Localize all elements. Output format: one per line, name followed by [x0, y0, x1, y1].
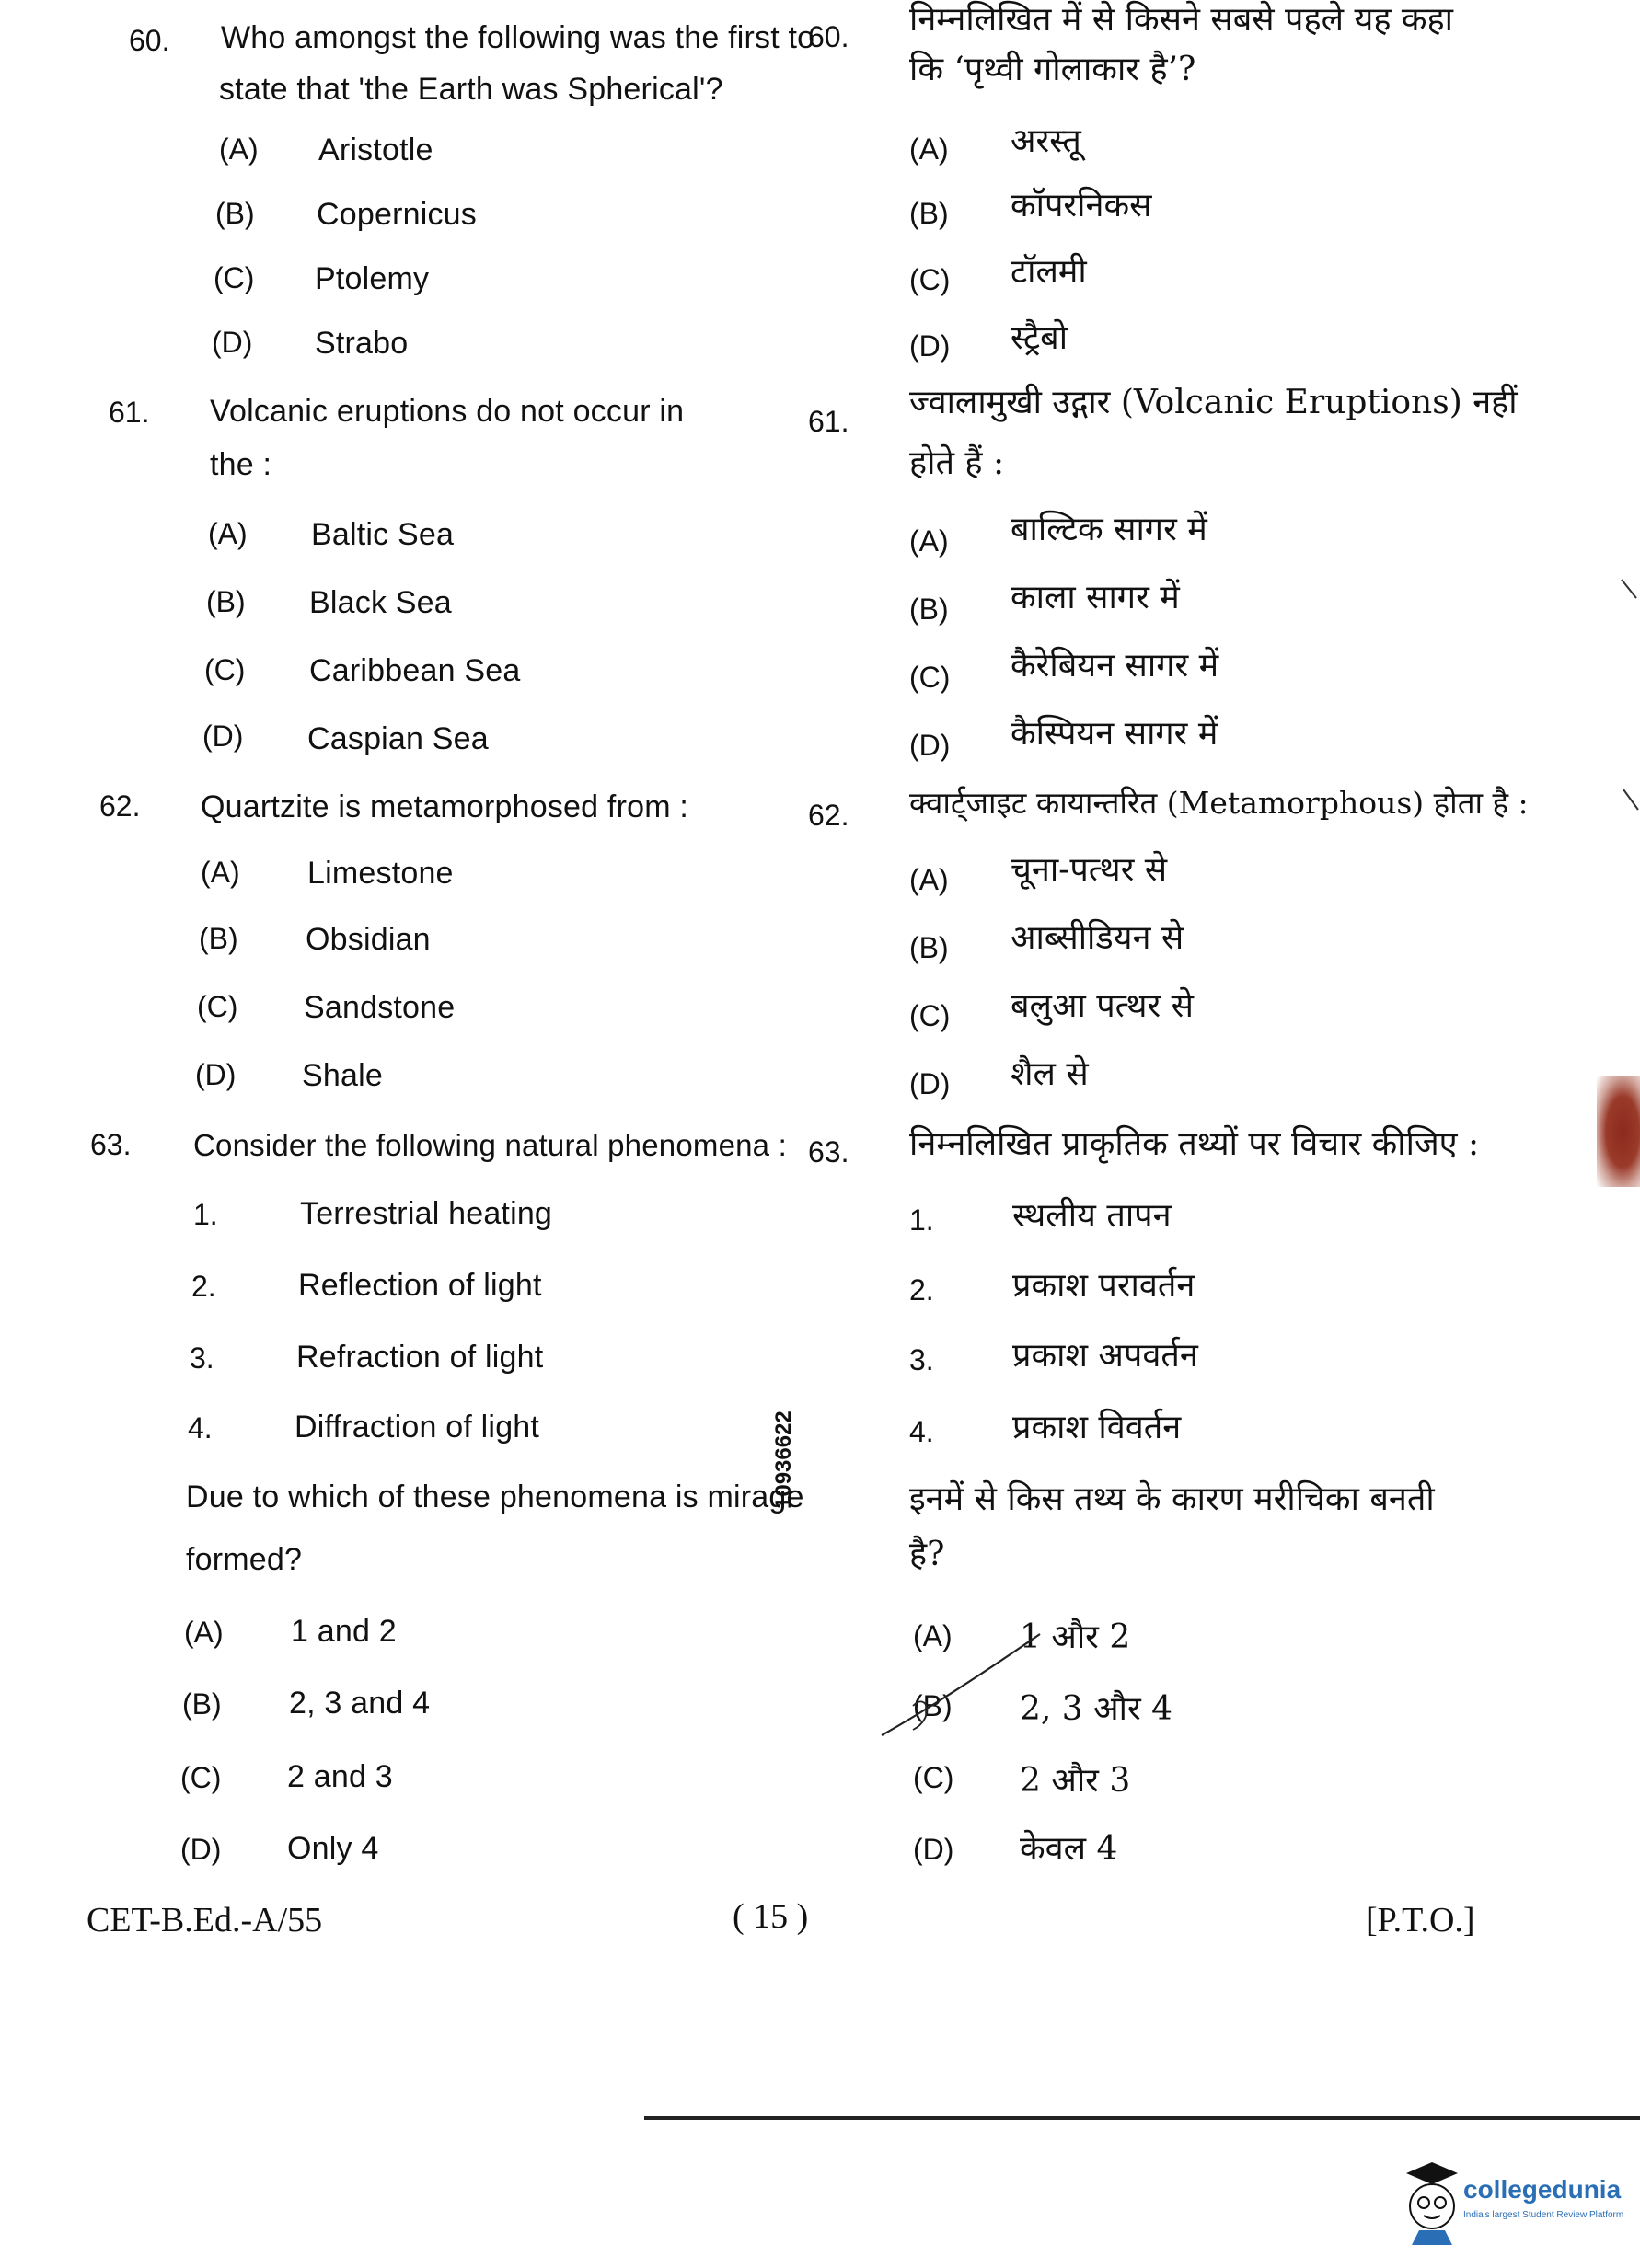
footer-pto: [P.T.O.]	[1366, 1901, 1475, 1940]
q63-item-4-hi: प्रकाश विवर्तन	[1012, 1409, 1182, 1446]
q61-option-label-a: (A)	[208, 517, 248, 550]
q63-item-1-en: Terrestrial heating	[300, 1196, 553, 1231]
q61-option-c-en: Caribbean Sea	[309, 653, 521, 688]
q60-number-en: 60.	[129, 24, 170, 57]
q63-item-number-2-hi: 2.	[909, 1273, 934, 1307]
q63-item-number-1: 1.	[193, 1198, 218, 1231]
q60-option-d-en: Strabo	[315, 326, 409, 361]
q61-text-hi-line2: होते हैं :	[909, 444, 1005, 482]
q60-option-label-d-hi: (D)	[909, 329, 951, 363]
q60-option-label-a-hi: (A)	[909, 132, 949, 166]
q63-item-1-hi: स्थलीय तापन	[1012, 1197, 1172, 1235]
q62-text-en-line1: Quartzite is metamorphosed from :	[201, 789, 689, 824]
q60-text-hi-line2: कि ‘पृथ्वी गोलाकार है’?	[909, 51, 1196, 88]
q63-item-number-3-hi: 3.	[909, 1343, 934, 1376]
q60-number-hi: 60.	[808, 20, 849, 53]
q61-option-b-en: Black Sea	[309, 585, 452, 620]
q61-option-label-b: (B)	[206, 585, 246, 618]
q60-text-en-line1: Who amongst the following was the first to	[221, 20, 815, 55]
q61-text-en-line1: Volcanic eruptions do not occur in	[210, 394, 685, 429]
q62-option-label-a: (A)	[201, 856, 240, 889]
q63-item-3-hi: प्रकाश अपवर्तन	[1012, 1337, 1198, 1375]
q62-number-hi: 62.	[808, 799, 849, 832]
q61-number-en: 61.	[109, 396, 150, 429]
q60-option-a-hi: अरस्तू	[1011, 122, 1081, 160]
q63-subquestion-hi-line2: है?	[909, 1536, 945, 1573]
q61-option-c-hi: कैरेबियन सागर में	[1011, 647, 1219, 685]
q60-option-label-c-hi: (C)	[909, 263, 951, 296]
q62-option-label-a-hi: (A)	[909, 863, 949, 896]
q62-option-d-en: Shale	[302, 1058, 383, 1093]
q63-item-2-en: Reflection of light	[298, 1268, 542, 1303]
q60-option-a-en: Aristotle	[318, 132, 433, 167]
q63-option-b-en: 2, 3 and 4	[289, 1686, 431, 1721]
q63-item-4-en: Diffraction of light	[295, 1410, 540, 1445]
q63-option-a-en: 1 and 2	[291, 1614, 397, 1649]
q60-option-label-d: (D)	[212, 326, 253, 359]
q62-option-label-d-hi: (D)	[909, 1067, 951, 1100]
q63-number-en: 63.	[90, 1128, 132, 1161]
q61-option-label-b-hi: (B)	[909, 593, 949, 626]
q60-option-b-en: Copernicus	[317, 197, 477, 232]
q63-option-label-b: (B)	[182, 1687, 222, 1721]
q62-option-label-b-hi: (B)	[909, 931, 949, 964]
q63-option-label-b-hi: (B)	[913, 1689, 953, 1722]
watermark-tagline: India's largest Student Review Platform	[1463, 2210, 1624, 2220]
q61-text-en-line2: the :	[210, 447, 272, 482]
q62-option-label-c-hi: (C)	[909, 999, 951, 1032]
q63-subquestion-en-line1: Due to which of these phenomena is mirage	[186, 1479, 804, 1514]
q61-option-label-a-hi: (A)	[909, 524, 949, 558]
q60-option-label-b-hi: (B)	[909, 197, 949, 230]
serial-number: 10936622	[771, 1410, 796, 1509]
q62-option-label-d: (D)	[195, 1058, 237, 1091]
pen-tick-mark	[874, 1627, 1049, 1737]
q63-number-hi: 63.	[808, 1135, 849, 1169]
footer-paper-code: CET-B.Ed.-A/55	[87, 1901, 323, 1940]
q61-option-label-c: (C)	[204, 653, 246, 686]
q63-option-label-a: (A)	[184, 1616, 224, 1649]
collegedunia-watermark	[1399, 2153, 1640, 2245]
q62-option-b-hi: आब्सीडियन से	[1011, 919, 1184, 957]
q63-item-number-4: 4.	[188, 1411, 213, 1445]
q63-option-label-a-hi: (A)	[913, 1619, 953, 1652]
q63-option-label-d-hi: (D)	[913, 1833, 954, 1866]
q63-option-a-hi: 1 और 2	[1020, 1618, 1131, 1656]
q63-text-hi-line1: निम्नलिखित प्राकृतिक तथ्यों पर विचार कीजिए :	[909, 1125, 1480, 1163]
q61-option-d-hi: कैस्पियन सागर में	[1011, 715, 1218, 753]
q63-item-3-en: Refraction of light	[296, 1340, 544, 1375]
q62-option-label-c: (C)	[197, 990, 238, 1023]
q63-option-c-en: 2 and 3	[287, 1759, 393, 1794]
q60-option-label-b: (B)	[215, 197, 255, 230]
q63-option-label-d: (D)	[180, 1833, 222, 1866]
q60-option-label-a: (A)	[219, 132, 259, 166]
q61-number-hi: 61.	[808, 405, 849, 438]
q61-option-d-en: Caspian Sea	[307, 721, 489, 756]
edge-stain	[1597, 1076, 1640, 1187]
q61-option-label-d-hi: (D)	[909, 729, 951, 762]
q63-item-number-4-hi: 4.	[909, 1415, 934, 1448]
q63-option-d-en: Only 4	[287, 1831, 379, 1866]
scan-bottom-rule	[644, 2116, 1640, 2120]
footer-page-number: ( 15 )	[733, 1897, 809, 1936]
q63-option-label-c: (C)	[180, 1761, 222, 1794]
q60-option-b-hi: कॉपरनिकस	[1011, 187, 1152, 224]
q62-option-d-hi: शैल से	[1011, 1055, 1089, 1093]
q62-option-a-en: Limestone	[307, 856, 454, 891]
q63-text-en-line1: Consider the following natural phenomena :	[193, 1128, 787, 1162]
q63-item-number-2: 2.	[191, 1270, 216, 1303]
q60-option-d-hi: स्ट्रैबो	[1011, 319, 1068, 357]
q60-text-hi-line1: निम्नलिखित में से किसने सबसे पहले यह कहा	[909, 1, 1453, 39]
q63-option-d-hi: केवल 4	[1020, 1830, 1118, 1868]
q60-option-label-c: (C)	[214, 261, 255, 294]
q63-item-number-3: 3.	[190, 1341, 214, 1375]
q61-option-a-en: Baltic Sea	[311, 517, 455, 552]
watermark-brand: collegedunia	[1463, 2175, 1622, 2204]
q62-number-en: 62.	[99, 789, 141, 823]
q63-item-number-1-hi: 1.	[909, 1203, 934, 1237]
q61-text-hi-line1: ज्वालामुखी उद्गार (Volcanic Eruptions) नहीं	[909, 384, 1518, 421]
edge-marks	[1620, 570, 1640, 828]
q62-option-c-hi: बलुआ पत्थर से	[1011, 987, 1194, 1025]
q60-text-en-line2: state that 'the Earth was Spherical'?	[219, 72, 723, 107]
q63-option-label-c-hi: (C)	[913, 1761, 954, 1794]
q62-option-label-b: (B)	[199, 922, 238, 955]
q60-option-c-en: Ptolemy	[315, 261, 430, 296]
graduate-mascot-icon	[1399, 2153, 1460, 2245]
q61-option-label-c-hi: (C)	[909, 661, 951, 694]
q63-option-b-hi: 2, 3 और 4	[1020, 1690, 1173, 1728]
q62-option-b-en: Obsidian	[306, 922, 431, 957]
q63-option-c-hi: 2 और 3	[1020, 1762, 1131, 1800]
q62-option-c-en: Sandstone	[304, 990, 456, 1025]
q60-option-c-hi: टॉलमी	[1011, 253, 1087, 291]
q62-option-a-hi: चूना-पत्थर से	[1011, 851, 1168, 889]
q63-subquestion-en-line2: formed?	[186, 1542, 303, 1577]
q61-option-label-d: (D)	[202, 720, 244, 753]
q61-option-b-hi: काला सागर में	[1011, 579, 1180, 616]
q63-item-2-hi: प्रकाश परावर्तन	[1012, 1267, 1195, 1305]
q63-subquestion-hi-line1: इनमें से किस तथ्य के कारण मरीचिका बनती	[909, 1480, 1435, 1518]
q62-text-hi-line1: क्वार्ट्जाइट कायान्तरित (Metamorphous) होता है :	[909, 785, 1529, 821]
q61-option-a-hi: बाल्टिक सागर में	[1011, 511, 1207, 548]
